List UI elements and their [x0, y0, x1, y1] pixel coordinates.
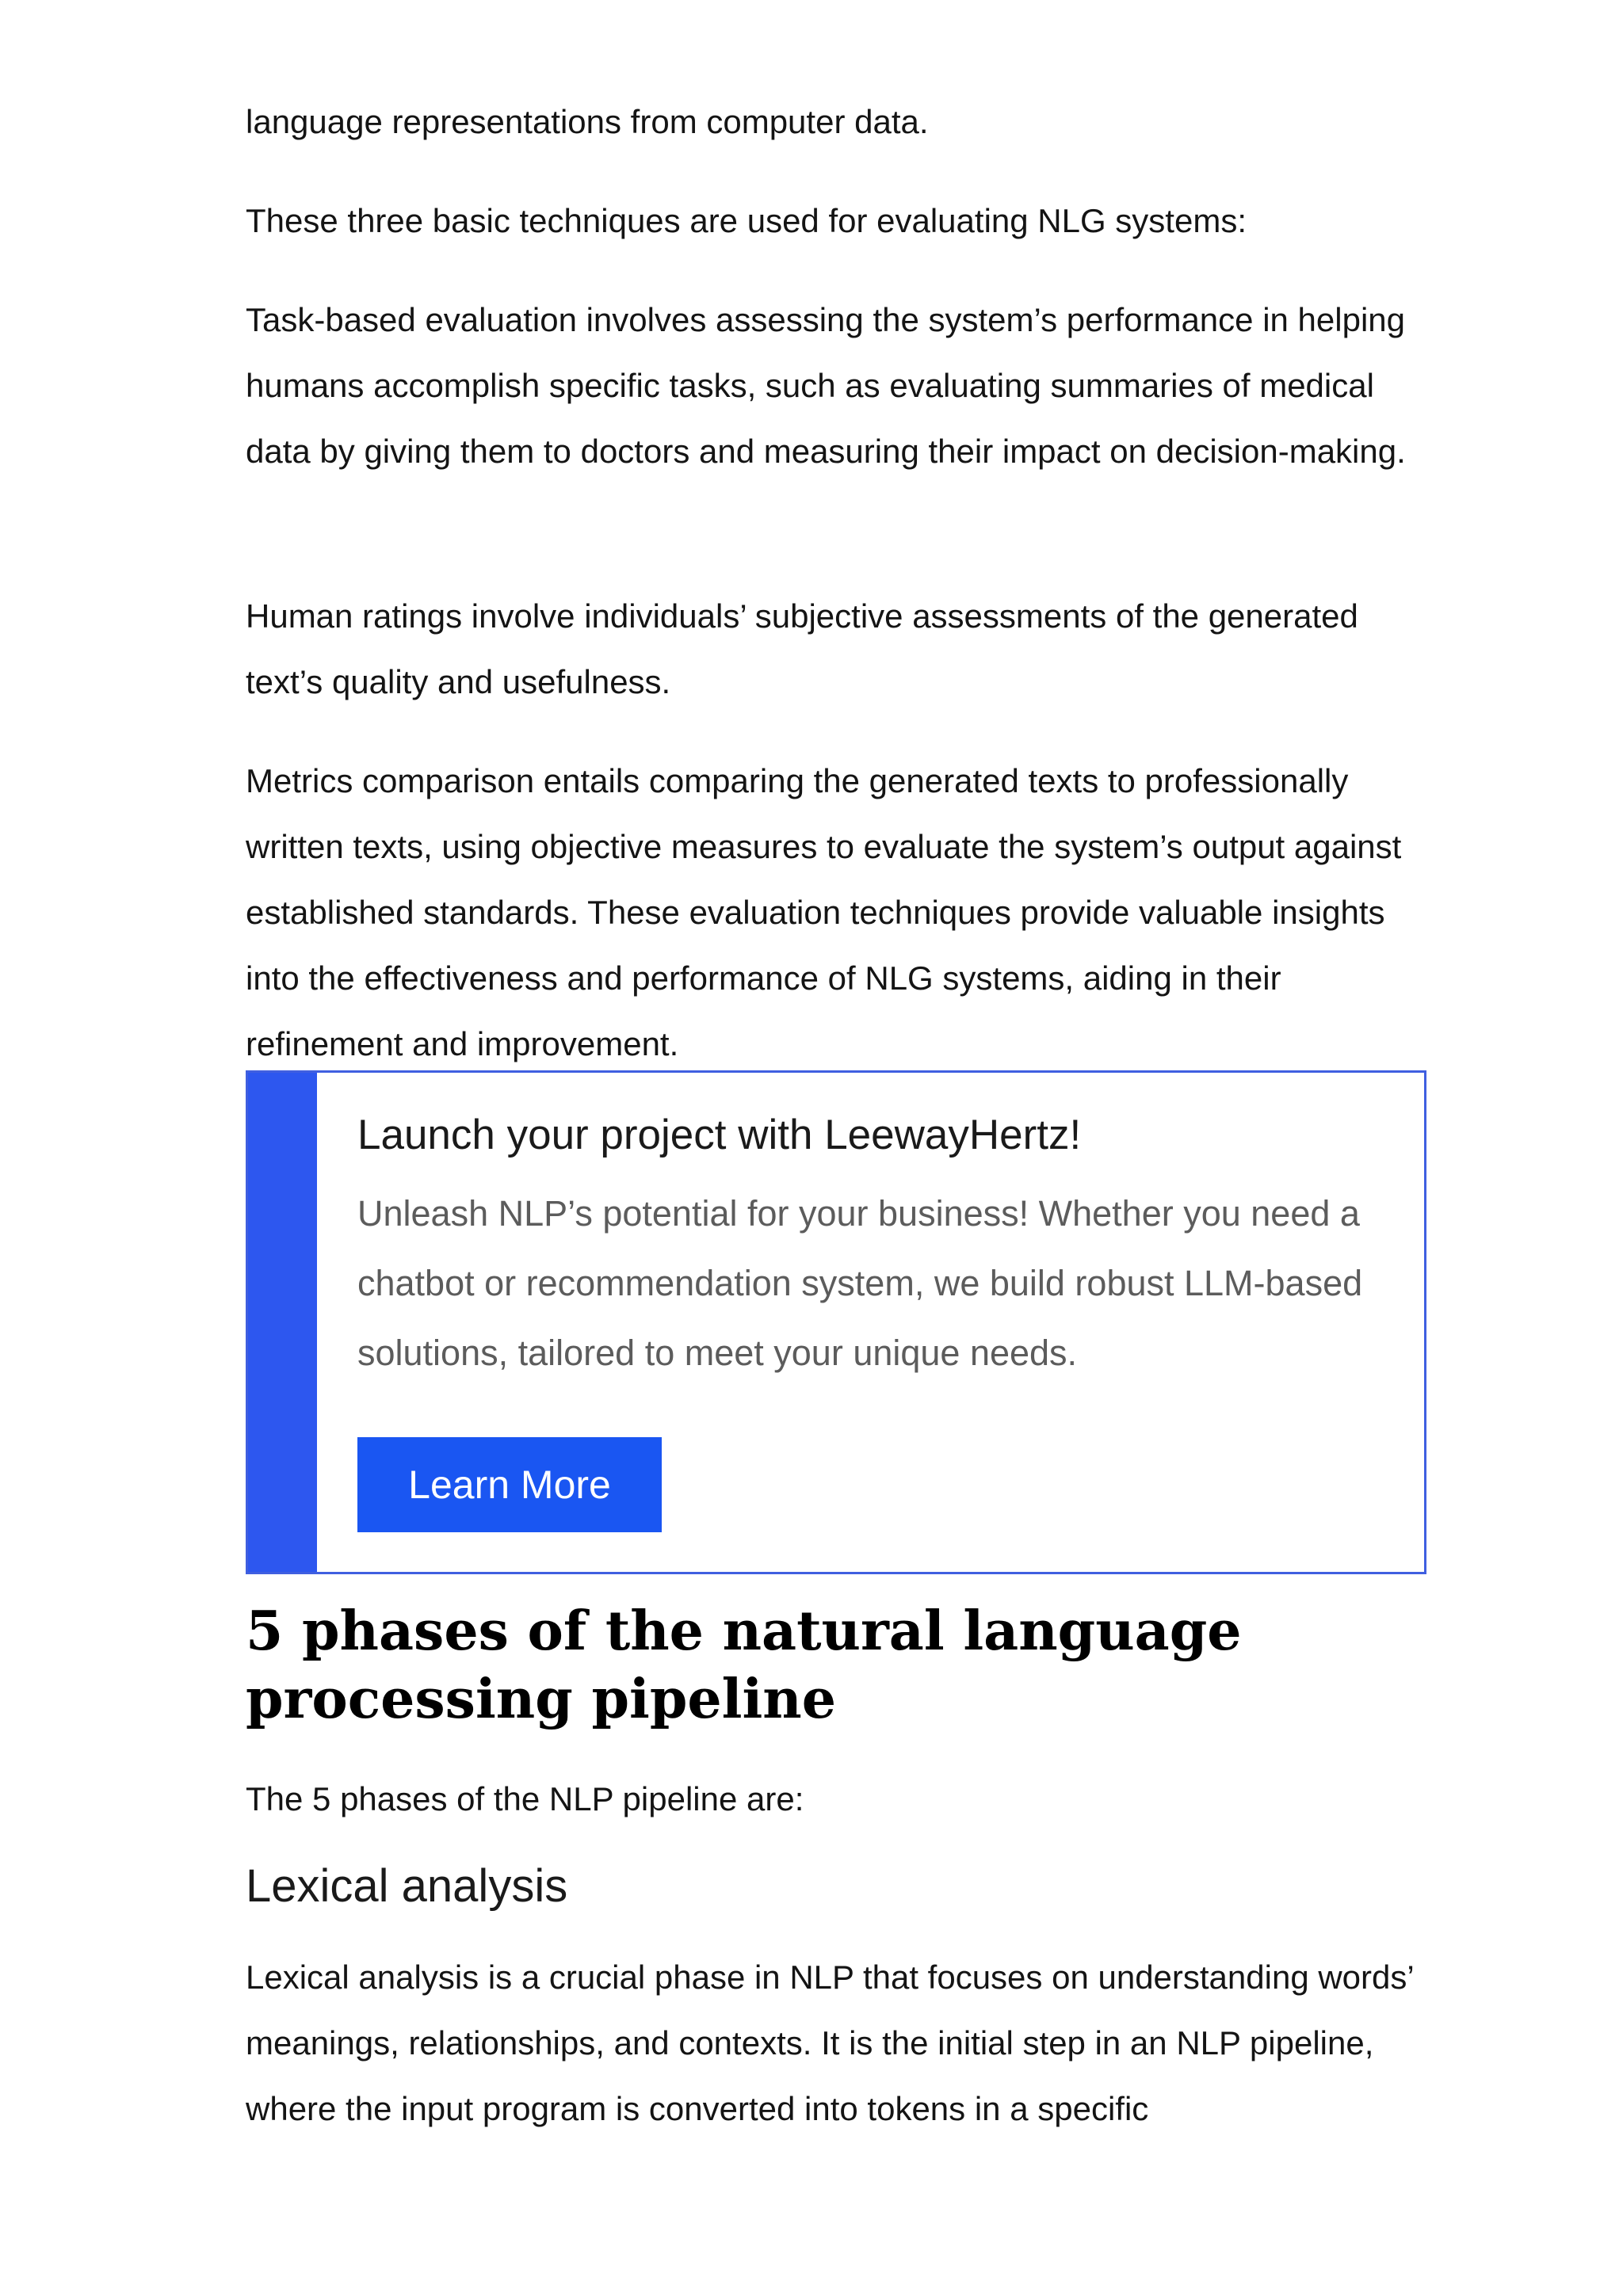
subsection-title: Lexical analysis: [246, 1860, 568, 1912]
paragraph-human-ratings: Human ratings involve individuals’ subjective assessments of the generated text’s quality and usefulness.: [246, 597, 1358, 700]
section-title: 5 phases of the natural language processing pipeline: [246, 1600, 1242, 1731]
cta-accent-bar: [248, 1073, 317, 1572]
paragraph-task-based: Task-based evaluation involves assessing the system’s performance in helping humans accomplish specific tasks, such as evaluating summaries of medical data by giving them to doctors and measuring their impact on decision-making.: [246, 301, 1406, 470]
cta-banner: [246, 1070, 1426, 1574]
paragraph-metrics-comparison: Metrics comparison entails comparing the generated texts to professionally written texts, using objective measures to evaluate the system’s output against established standards. These evaluation techniques provide valuable insights into the effectiveness and performance of NLG systems, aiding in their refinement and improvement.: [246, 762, 1402, 1062]
paragraph-techniques-intro: These three basic techniques are used for evaluating NLG systems:: [246, 202, 1247, 239]
cta-title: Launch your project with LeewayHertz!: [357, 1112, 1082, 1158]
learn-more-button[interactable]: Learn More: [357, 1437, 662, 1532]
paragraph-intro-fragment: language representations from computer data.: [246, 103, 929, 140]
cta-text: Unleash NLP’s potential for your business! Whether you need a chatbot or recommendation system, we build robust LLM-based solutions, tailored to meet your unique needs.: [357, 1193, 1363, 1373]
paragraph-lexical-analysis: Lexical analysis is a crucial phase in NLP that focuses on understanding words’ meanings, relationships, and contexts. It is the initial step in an NLP pipeline, where the input program is converted into tokens in a specific: [246, 1958, 1414, 2127]
section-intro: The 5 phases of the NLP pipeline are:: [246, 1780, 804, 1817]
